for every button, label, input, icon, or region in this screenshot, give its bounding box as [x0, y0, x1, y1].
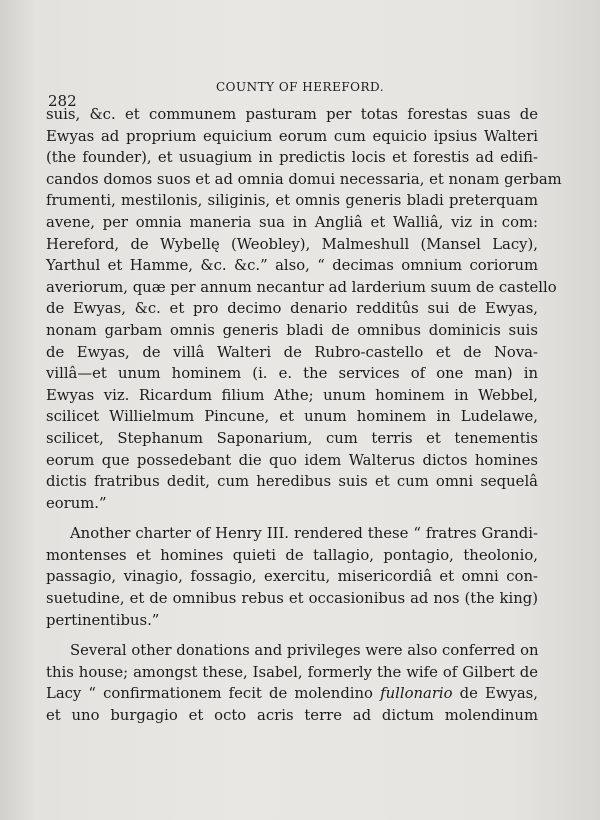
text-line: averiorum, quæ per annum necantur ad larderium suum de castello	[46, 278, 557, 296]
paragraph-1	[46, 104, 562, 514]
text-fragment: Lacy “ confirmationem fecit de molendino	[46, 685, 381, 703]
text-line: pertinentibus.”	[46, 611, 160, 629]
text-line: de Ewyas, &c. et pro decimo denario redditûs sui de Ewyas,	[46, 300, 538, 318]
text-line: nonam garbam omnis generis bladi de omnibus dominicis suis	[46, 321, 538, 339]
text-line: Hereford, de Wybellę (Weobley), Malmeshull (Mansel Lacy),	[46, 235, 538, 253]
paragraph-3	[46, 640, 538, 726]
text-line: de Ewyas, de villâ Walteri de Rubro-castello et de Nova-	[46, 343, 538, 361]
text-line: (the founder), et usuagium in predictis locis et forestis ad edifi-	[46, 149, 538, 167]
text-line	[46, 683, 538, 705]
text-line: Ewyas viz. Ricardum filium Athe; unum hominem in Webbel,	[46, 386, 538, 404]
text-line: et uno burgagio et octo acris terre ad dictum molendinum	[46, 707, 538, 725]
italic-word: fullonario	[380, 685, 453, 703]
running-title: COUNTY OF HEREFORD.	[215, 80, 385, 94]
text-line: eorum.”	[46, 494, 107, 512]
text-line: dictis fratribus dedit, cum heredibus suis et cum omni sequelâ	[46, 473, 538, 491]
page-number: 282	[48, 92, 77, 110]
text-line: scilicet, Stephanum Saponarium, cum terris et tenementis	[46, 429, 538, 447]
text-line: this house; amongst these, Isabel, formerly the wife of Gilbert de	[46, 663, 538, 681]
text-line: Another charter of Henry III. rendered these “ fratres Grandi-	[70, 525, 538, 543]
text-line: Yarthul et Hamme, &c. &c.” also, “ decimas omnium coriorum	[46, 257, 538, 275]
text-line: frumenti, mestilonis, siliginis, et omnis generis bladi preterquam	[46, 192, 538, 210]
text-line: suetudine, et de omnibus rebus et occasionibus ad nos (the king)	[46, 590, 538, 608]
text-line: villâ—et unum hominem (i. e. the services of one man) in	[46, 365, 538, 383]
text-line: avene, per omnia maneria sua in Angliâ et Walliâ, viz in com:	[46, 213, 538, 231]
text-fragment: de Ewyas,	[452, 685, 538, 703]
text-line: candos domos suos et ad omnia domui necessaria, et nonam gerbam	[46, 170, 562, 188]
page-body	[46, 104, 562, 727]
text-line: Several other donations and privileges were also conferred on	[70, 642, 539, 660]
text-line: suis, &c. et communem pasturam per totas forestas suas de	[46, 106, 538, 123]
text-line: montenses et homines quieti de tallagio, pontagio, theolonio,	[46, 546, 538, 564]
text-line: Ewyas ad proprium equicium eorum cum equicio ipsius Walteri	[46, 127, 538, 145]
text-line: eorum que possedebant die quo idem Walterus dictos homines	[46, 451, 538, 469]
text-line: passagio, vinagio, fossagio, exercitu, misericordiâ et omni con-	[46, 568, 538, 586]
paragraph-2	[46, 523, 538, 631]
text-line: scilicet Willielmum Pincune, et unum hominem in Ludelawe,	[46, 408, 538, 426]
